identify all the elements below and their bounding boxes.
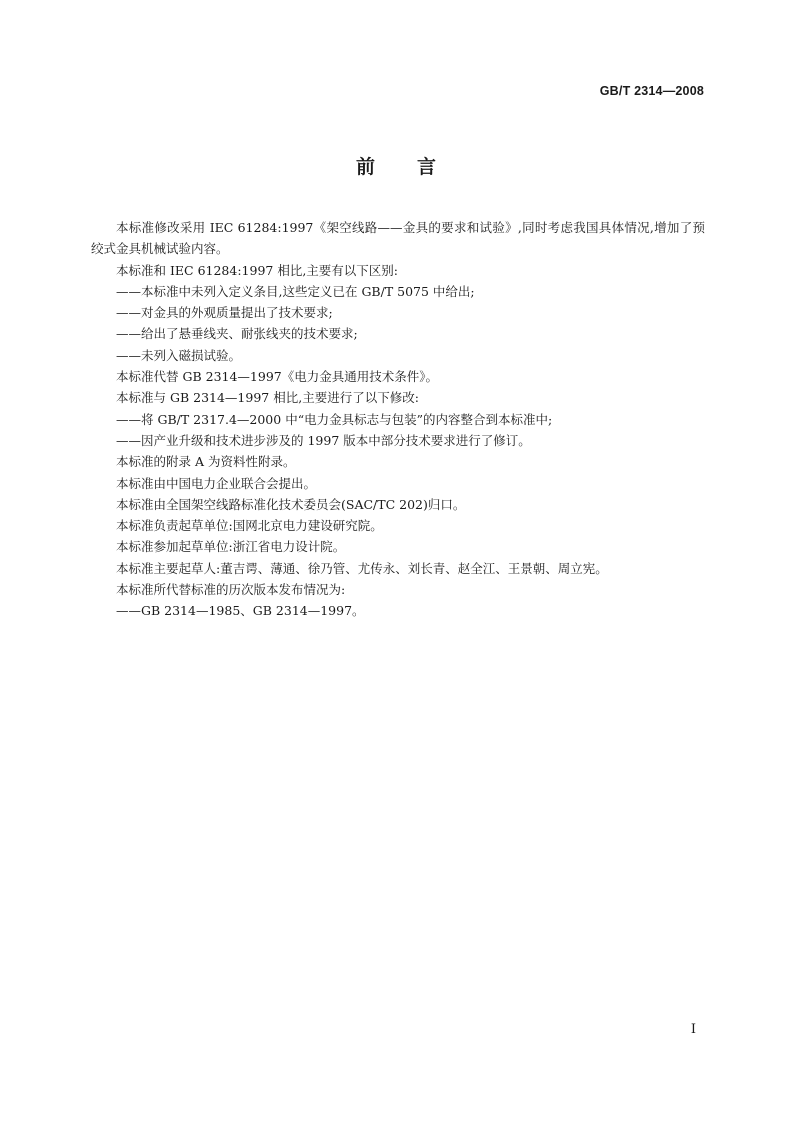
paragraph: 本标准由全国架空线路标准化技术委员会(SAC/TC 202)归口。 [116, 496, 466, 512]
paragraph: 本标准主要起草人:董吉谔、薄通、徐乃管、尤传永、刘长青、赵全江、王景朝、周立宪。 [116, 560, 608, 576]
standard-code: GB/T 2314—2008 [599, 84, 704, 98]
title-char-2: 言 [417, 156, 439, 178]
list-item: ——给出了悬垂线夹、耐张线夹的技术要求; [116, 326, 358, 342]
paragraph: 本标准修改采用 IEC 61284:1997《架空线路——金具的要求和试验》,同时考虑我国具体情况,增加了预绞式金具机械试验内容。 [91, 220, 705, 257]
title-char-1: 前 [355, 156, 377, 178]
paragraph: 本标准与 GB 2314—1997 相比,主要进行了以下修改: [116, 390, 419, 406]
page-number: I [690, 1022, 696, 1037]
paragraph: 本标准所代替标准的历次版本发布情况为: [116, 582, 346, 598]
paragraph: 本标准和 IEC 61284:1997 相比,主要有以下区别: [116, 262, 399, 278]
page-title [0, 152, 794, 179]
paragraph: 本标准参加起草单位:浙江省电力设计院。 [116, 539, 346, 555]
paragraph: 本标准代替 GB 2314—1997《电力金具通用技术条件》。 [116, 369, 438, 385]
list-item: ——本标准中未列入定义条目,这些定义已在 GB/T 5075 中给出; [116, 283, 475, 299]
list-item: ——因产业升级和技术进步涉及的 1997 版本中部分技术要求进行了修订。 [116, 432, 531, 448]
list-item: ——GB 2314—1985、GB 2314—1997。 [116, 603, 365, 619]
foreword-body [91, 217, 705, 622]
paragraph: 本标准由中国电力企业联合会提出。 [116, 475, 317, 491]
paragraph: 本标准负责起草单位:国网北京电力建设研究院。 [116, 518, 383, 534]
paragraph: 本标准的附录 A 为资料性附录。 [116, 454, 296, 470]
list-item: ——对金具的外观质量提出了技术要求; [116, 305, 333, 321]
list-item: ——未列入磁损试验。 [116, 347, 242, 363]
list-item: ——将 GB/T 2317.4—2000 中“电力金具标志与包装”的内容整合到本标准中; [116, 411, 553, 427]
